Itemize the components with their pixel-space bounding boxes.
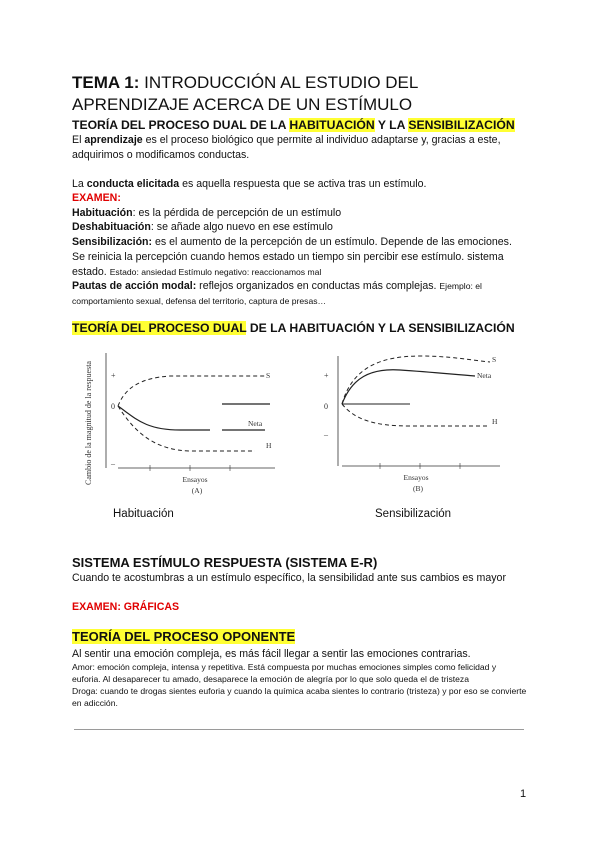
panel-label: (B)	[413, 484, 423, 493]
habituation-graph	[84, 353, 275, 495]
section4-droga: Droga: cuando te drogas sientes euforia y cuando la química acaba sientes lo contrario (tristeza) y por eso se convierte en adicción.	[72, 686, 527, 708]
sensitization-graph	[323, 355, 500, 493]
paragraph-conducta: La conducta elicitada es aquella respuesta que se activa tras un estímulo.	[72, 178, 427, 190]
label-s: S	[266, 371, 271, 380]
x-axis-label: Ensayos	[403, 473, 429, 482]
curve-neta	[342, 370, 475, 404]
label-h: H	[266, 441, 272, 450]
label-s: S	[492, 355, 497, 364]
panel-label: (A)	[191, 486, 203, 495]
x-axis-label: Ensayos	[182, 475, 208, 484]
section4-amor: Amor: emoción compleja, intensa y repetitiva. Está compuesta por muchas emociones simples como felicidad y euforia. Al desaparecer tu amado, desaparece la emoción de alegría por lo que solo queda el de tristeza	[72, 662, 497, 684]
title-prefix: TEMA 1:	[72, 73, 140, 92]
curve-s	[342, 356, 490, 404]
title-line2: APRENDIZAJE ACERCA DE UN ESTÍMULO	[72, 95, 413, 114]
highlight-sensibilizacion: SENSIBILIZACIÓN	[408, 118, 515, 132]
highlight-habituacion: HABITUACIÓN	[289, 118, 375, 132]
paragraph-aprendizaje: El aprendizaje es el proceso biológico que permite al individuo adaptarse y, gracias a este, adquirimos o modificamos conductas.	[72, 134, 501, 161]
tick-minus: –	[111, 459, 115, 468]
label-neta: Neta	[477, 371, 492, 380]
page-number: 1	[520, 788, 527, 800]
section1-heading: TEORÍA DEL PROCESO DUAL DE LA HABITUACIÓN Y LA SENSIBILIZACIÓN	[72, 118, 515, 132]
definition-habituacion: Habituación: es la pérdida de percepción de un estímulo	[72, 207, 342, 219]
exam-graficas: EXAMEN: GRÁFICAS	[72, 601, 180, 613]
definition-deshabituacion: Deshabituación: se añade algo nuevo en ese estímulo	[72, 221, 333, 233]
exam-label: EXAMEN:	[72, 192, 121, 204]
section3-text: Cuando te acostumbras a un estímulo específico, la sensibilidad ante sus cambios es mayor	[72, 572, 506, 584]
tick-plus: +	[324, 371, 329, 380]
tick-minus: –	[324, 430, 328, 439]
label-h: H	[492, 417, 498, 426]
dual-process-figure	[80, 338, 520, 503]
caption-habituacion: Habituación	[113, 508, 174, 520]
title-line1: INTRODUCCIÓN AL ESTUDIO DEL	[139, 73, 419, 92]
curve-h	[118, 406, 255, 451]
divider-line	[74, 729, 524, 730]
section4-text: Al sentir una emoción compleja, es más fácil llegar a sentir las emociones contrarias.	[72, 648, 471, 660]
highlight-proceso-oponente: TEORÍA DEL PROCESO OPONENTE	[72, 629, 296, 644]
curve-s	[118, 376, 265, 406]
tick-plus: +	[111, 371, 116, 380]
caption-sensibilizacion: Sensibilización	[375, 508, 452, 520]
document-title	[72, 72, 532, 116]
tick-zero: 0	[324, 402, 328, 411]
section3-heading: SISTEMA ESTÍMULO RESPUESTA (SISTEMA E-R)	[72, 555, 378, 570]
section2-heading: TEORÍA DEL PROCESO DUAL DE LA HABITUACIÓN Y LA SENSIBILIZACIÓN	[72, 321, 515, 335]
y-axis-label: Cambio de la magnitud de la respuesta	[84, 361, 93, 485]
tick-zero: 0	[111, 402, 115, 411]
definition-pautas: Pautas de acción modal: reflejos organizados en conductas más complejas. Ejemplo: el comportamiento sexual, defensa del territorio, captura de presas…	[72, 280, 482, 306]
curve-neta	[118, 406, 210, 430]
curve-h	[342, 404, 490, 426]
definition-sensibilizacion: Sensibilización: es el aumento de la percepción de un estímulo. Depende de las emociones. Se reinicia la percepción cuando hemos estado un tiempo sin percibir ese estímulo. sistema estado. Estado: ansiedad Estímulo negativo: reaccionamos mal	[72, 236, 512, 278]
highlight-proceso-dual: TEORÍA DEL PROCESO DUAL	[72, 321, 247, 335]
section4-heading	[72, 629, 532, 644]
label-neta: Neta	[248, 419, 263, 428]
